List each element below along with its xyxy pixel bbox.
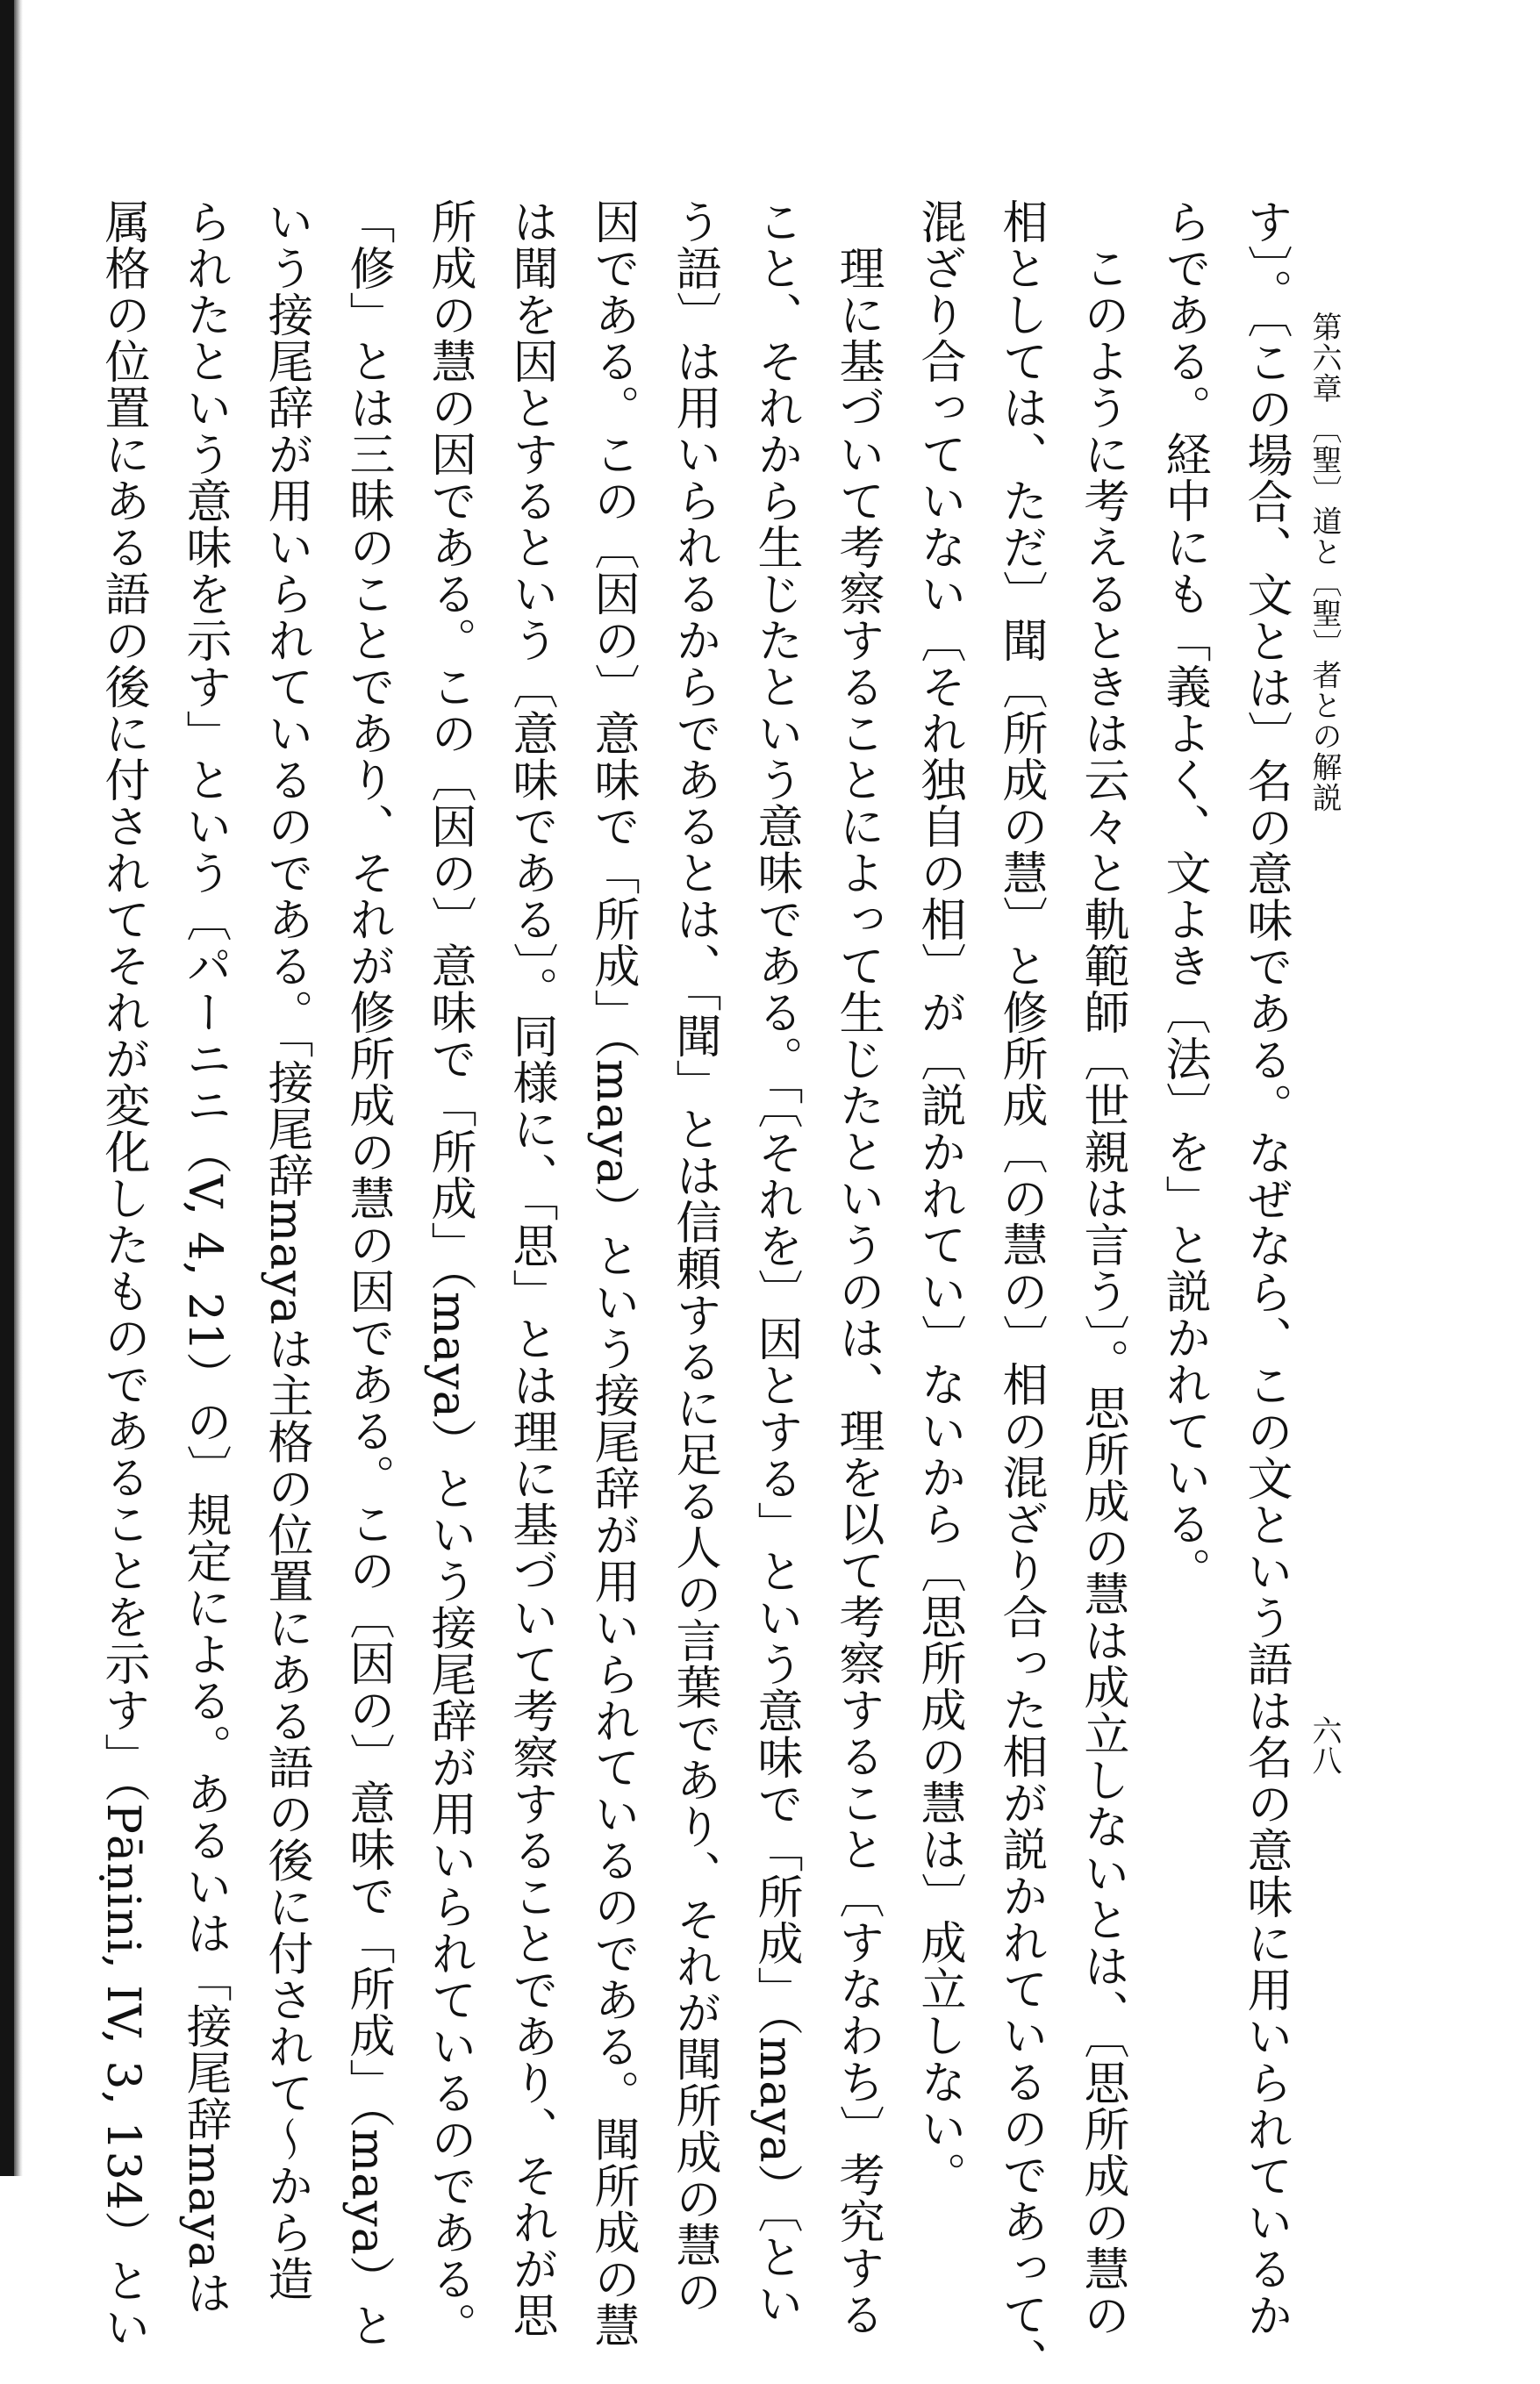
text-line: 理に基づいて考察することによって生じたというのは、理を以て考察すること〔すなわち〕考究する	[831, 198, 884, 2337]
text-line: 所成の慧の因である。この〔因の〕意味で「所成」（maya）という接尾辞が用いられているのである。	[423, 198, 476, 2349]
text-line: こと、それから生じたという意味である。「〔それを〕因とする」という意味で「所成」（maya）〔とい	[749, 198, 802, 2327]
scan-binding-edge	[0, 0, 14, 2176]
text-line: られたという意味を示す」という〔パーニニ（V, 4, 21）の〕規定による。あるいは「接尾辞mayaは	[178, 198, 231, 2316]
text-line: 「修」とは三昧のことであり、それが修所成の慧の因である。この〔因の〕意味で「所成」（maya）と	[341, 198, 394, 2349]
text-line: う語〕は用いられるからであるとは、「聞」とは信頼するに足る人の言葉であり、それが聞所成の慧の	[668, 198, 720, 2315]
page-number: 六八	[1307, 1715, 1342, 1775]
body-text-column	[97, 198, 1306, 2384]
text-line: は聞を因とするという〔意味である〕。同様に、「思」とは理に基づいて考察することであり、それが思	[505, 198, 557, 2338]
text-line: 相としては、ただ〕聞〔所成の慧〕と修所成〔の慧の〕相の混ざり合った相が説かれているのであって、	[994, 198, 1047, 2384]
text-line: 因である。この〔因の〕意味で「所成」（maya）という接尾辞が用いられているのである。聞所成の慧	[586, 198, 639, 2349]
text-line: 混ざり合っていない〔それ独自の相〕が〔説かれてい〕ないから〔思所成の慧は〕成立しない。	[913, 198, 965, 2198]
text-line: いう接尾辞が用いられているのである。「接尾辞mayaは主格の位置にある語の後に付されて〜から造	[260, 198, 312, 2302]
text-line: す〕。〔この場合、文とは〕名の意味である。なぜなら、この文という語は名の意味に用いられているか	[1239, 198, 1292, 2338]
running-head-title: 第六章 〔聖〕道と〔聖〕者との解説	[1307, 311, 1342, 813]
text-line: このように考えるときは云々と軌範師〔世親は言う〕。思所成の慧は成立しないとは、〔思所成の慧の	[1076, 198, 1128, 2338]
text-line: らである。経中にも「義よく、文よき〔法〕を」と説かれている。	[1157, 198, 1210, 1593]
scan-binding-shadow	[14, 0, 23, 2176]
text-line: 属格の位置にある語の後に付されてそれが変化したものであることを示す」（Pāṇini, IV, 3, 134）とい	[97, 198, 149, 2351]
